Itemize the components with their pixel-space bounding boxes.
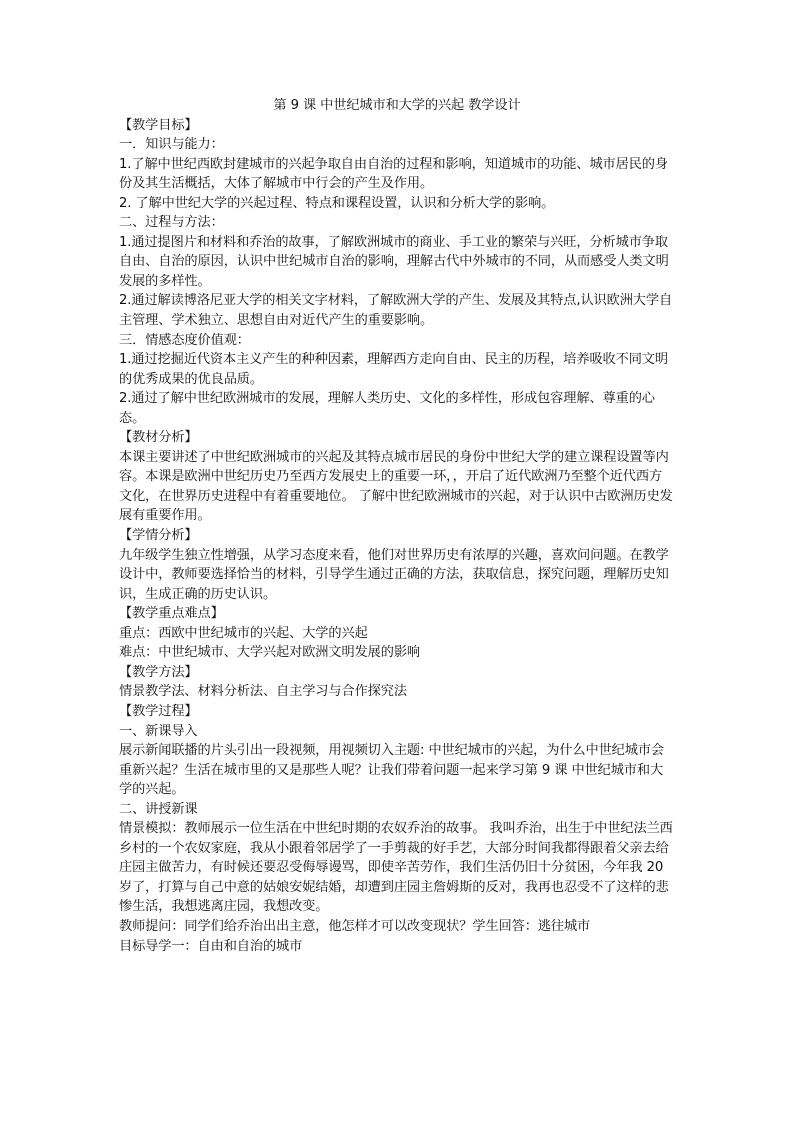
paragraph: 九年级学生独立性增强，从学习态度来看，他们对世界历史有浓厚的兴趣，喜欢问问题。在教学设计中，教师要选择恰当的材料，引导学生通过正确的方法，获取信息，探究问题，理解历史知识，生成正确的历史认识。 bbox=[119, 547, 669, 602]
subheading-emotion-values: 三．情感态度价值观： bbox=[119, 332, 250, 348]
paragraph: 1.了解中世纪西欧封建城市的兴起争取自由自治的过程和影响，知道城市的功能、城市居民的身份及其生活概括，大体了解城市中行会的产生及作用。 bbox=[119, 156, 668, 192]
paragraph: 难点：中世纪城市、大学兴起对欧洲文明发展的影响 bbox=[119, 645, 421, 661]
section-heading-teaching-process: 【教学过程】 bbox=[119, 703, 198, 719]
subheading-process-method: 二、过程与方法： bbox=[119, 215, 224, 231]
paragraph: 目标导学一：自由和自治的城市 bbox=[119, 938, 303, 954]
paragraph: 1.通过挖掘近代资本主义产生的种种因素，理解西方走向自由、民主的历程，培养吸收不同文明的优秀成果的优良品质。 bbox=[119, 352, 668, 387]
subheading-knowledge-ability: 一．知识与能力： bbox=[119, 137, 224, 153]
paragraph: 情景教学法、材料分析法、自主学习与合作探究法 bbox=[119, 684, 407, 700]
section-heading-key-points: 【教学重点难点】 bbox=[119, 606, 224, 622]
subheading-introduction: 一、新课导入 bbox=[119, 723, 198, 739]
section-heading-teaching-goals: 【教学目标】 bbox=[119, 117, 198, 133]
paragraph: 展示新闻联播的片头引出一段视频，用视频切入主题: 中世纪城市的兴起，为什么中世纪城市会重新兴起？生活在城市里的又是那些人呢？让我们带着问题一起来学习第 9 课 中世纪城市和大学的兴起。 bbox=[119, 743, 665, 798]
paragraph: 重点：西欧中世纪城市的兴起、大学的兴起 bbox=[119, 625, 368, 641]
paragraph: 情景模拟：教师展示一位生活在中世纪时期的农奴乔治的故事。 我叫乔治，出生于中世纪法兰西乡村的一个农奴家庭，我从小跟着邻居学了一手剪裁的好手艺，大部分时间我都得跟着父亲去给庄园主做苦力，有时候还要忍受侮辱谩骂，即使辛苦劳作，我们生活仍旧十分贫困，今年我 20岁了，打算与自己中意的姑娘安妮结婚，却遭到庄园主詹姆斯的反对，我再也忍受不了这样的悲惨生活，我想逃离庄园，我想改变。 bbox=[119, 821, 673, 915]
section-heading-student-analysis: 【学情分析】 bbox=[119, 528, 198, 544]
section-heading-teaching-methods: 【教学方法】 bbox=[119, 664, 198, 680]
page-title: 第 9 课 中世纪城市和大学的兴起 教学设计 bbox=[273, 98, 521, 113]
paragraph: 2.通过了解中世纪欧洲城市的发展，理解人类历史、文化的多样性，形成包容理解、尊重的心态。 bbox=[119, 391, 655, 426]
document-page bbox=[119, 96, 675, 956]
subheading-new-lesson: 二、讲授新课 bbox=[119, 801, 198, 817]
paragraph: 本课主要讲述了中世纪欧洲城市的兴起及其特点城市居民的身份中世纪大学的建立课程设置等内容。本课是欧洲中世纪历史乃至西方发展史上的重要一环，，开启了近代欧洲乃至整个近代西方文化，在世界历史进程中有着重要地位。 了解中世纪欧洲城市的兴起，对于认识中古欧洲历史发展有重要作用。 bbox=[119, 449, 673, 524]
paragraph: 1.通过提图片和材料和乔治的故事，了解欧洲城市的商业、手工业的繁荣与兴旺，分析城市争取自由、自治的原因，认识中世纪城市自治的影响，理解古代中外城市的不同，从而感受人类文明发展的多样性。 bbox=[119, 234, 669, 289]
section-heading-textbook-analysis: 【教材分析】 bbox=[119, 430, 198, 446]
paragraph: 教师提问：同学们给乔治出出主意，他怎样才可以改变现状？学生回答：逃往城市 bbox=[119, 918, 591, 934]
paragraph: 2. 了解中世纪大学的兴起过程、特点和课程设置，认识和分析大学的影响。 bbox=[119, 195, 555, 211]
paragraph: 2.通过解读博洛尼亚大学的相关文字材料，了解欧洲大学的产生、发展及其特点,认识欧洲大学自主管理、学术独立、思想自由对近代产生的重要影响。 bbox=[119, 293, 673, 329]
